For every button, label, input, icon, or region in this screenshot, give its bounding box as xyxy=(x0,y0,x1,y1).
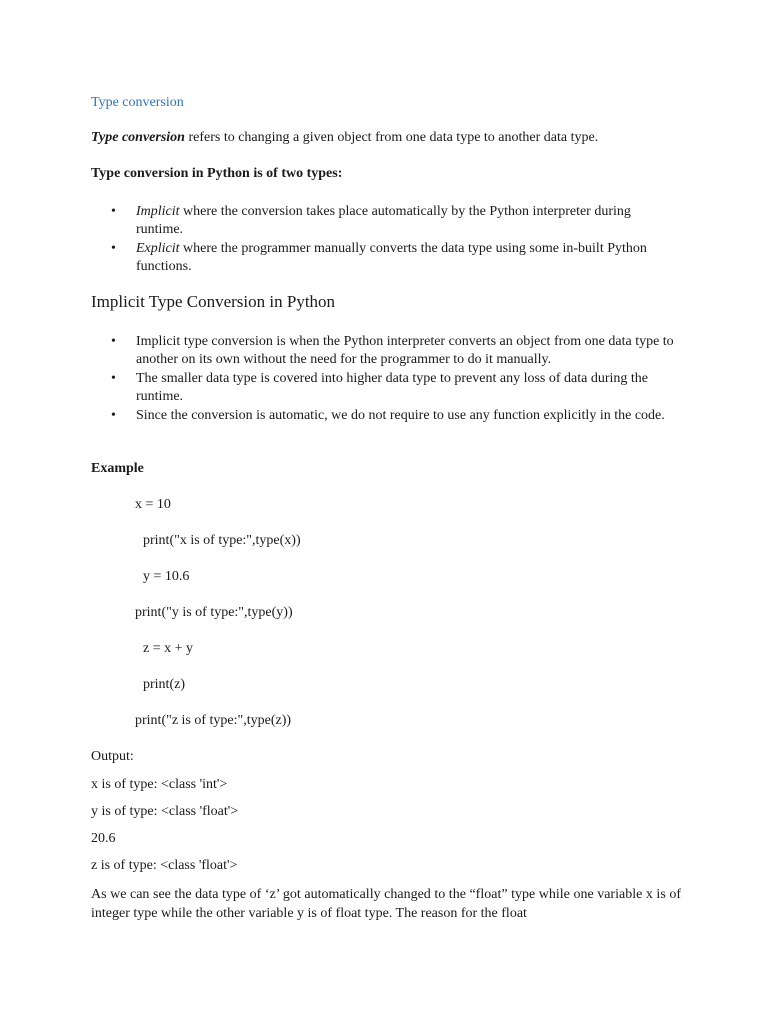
list-item-text: where the conversion takes place automatically by the Python interpreter during runtime. xyxy=(136,204,631,237)
code-line: print("y is of type:",type(y)) xyxy=(135,605,293,620)
code-line: y = 10.6 xyxy=(143,569,190,584)
list-item-term: Implicit xyxy=(136,204,180,219)
bullet-icon: • xyxy=(111,334,116,349)
output-line: x is of type: <class 'int'> xyxy=(91,777,228,792)
section-heading: Implicit Type Conversion in Python xyxy=(91,292,336,311)
bullet-icon: • xyxy=(111,204,116,219)
code-line: z = x + y xyxy=(143,641,194,656)
list-item-text: Implicit type conversion is when the Python interpreter converts an object from one data type to another on its own without the need for the programmer to do it manually. xyxy=(136,334,674,367)
list-item-text: Since the conversion is automatic, we do not require to use any function explicitly in the code. xyxy=(136,408,665,423)
code-line: x = 10 xyxy=(135,497,171,512)
list-item xyxy=(91,407,681,425)
list-item xyxy=(91,333,681,369)
intro-paragraph xyxy=(91,129,681,147)
title-link[interactable]: Type conversion xyxy=(91,95,184,110)
code-line: print("z is of type:",type(z)) xyxy=(135,713,292,728)
list-item-text: The smaller data type is covered into higher data type to prevent any loss of data during the runtime. xyxy=(136,371,649,404)
list-item-term: Explicit xyxy=(136,241,180,256)
bullet-icon: • xyxy=(111,241,116,256)
implicit-list xyxy=(91,333,681,426)
bullet-icon: • xyxy=(111,371,116,386)
intro-text: refers to changing a given object from one data type to another data type. xyxy=(184,130,599,145)
closing-paragraph: As we can see the data type of ‘z’ got automatically changed to the “float” type while one variable x is of integer type while the other variable y is of float type. The reason for the float xyxy=(91,887,681,921)
list-item xyxy=(91,370,681,406)
list-item xyxy=(91,203,681,239)
code-line: print("x is of type:",type(x)) xyxy=(143,533,301,548)
bullet-icon: • xyxy=(111,408,116,423)
output-line: y is of type: <class 'float'> xyxy=(91,804,239,819)
list-item-text: where the programmer manually converts the data type using some in-built Python functions. xyxy=(136,241,647,274)
types-list xyxy=(91,203,681,277)
types-heading: Type conversion in Python is of two types: xyxy=(91,166,343,181)
list-item xyxy=(91,240,681,276)
output-label: Output: xyxy=(91,749,134,764)
intro-term: Type conversion xyxy=(91,130,185,145)
output-line: z is of type: <class 'float'> xyxy=(91,858,238,873)
code-line: print(z) xyxy=(143,677,185,692)
example-heading: Example xyxy=(91,461,144,476)
output-line: 20.6 xyxy=(91,831,116,846)
